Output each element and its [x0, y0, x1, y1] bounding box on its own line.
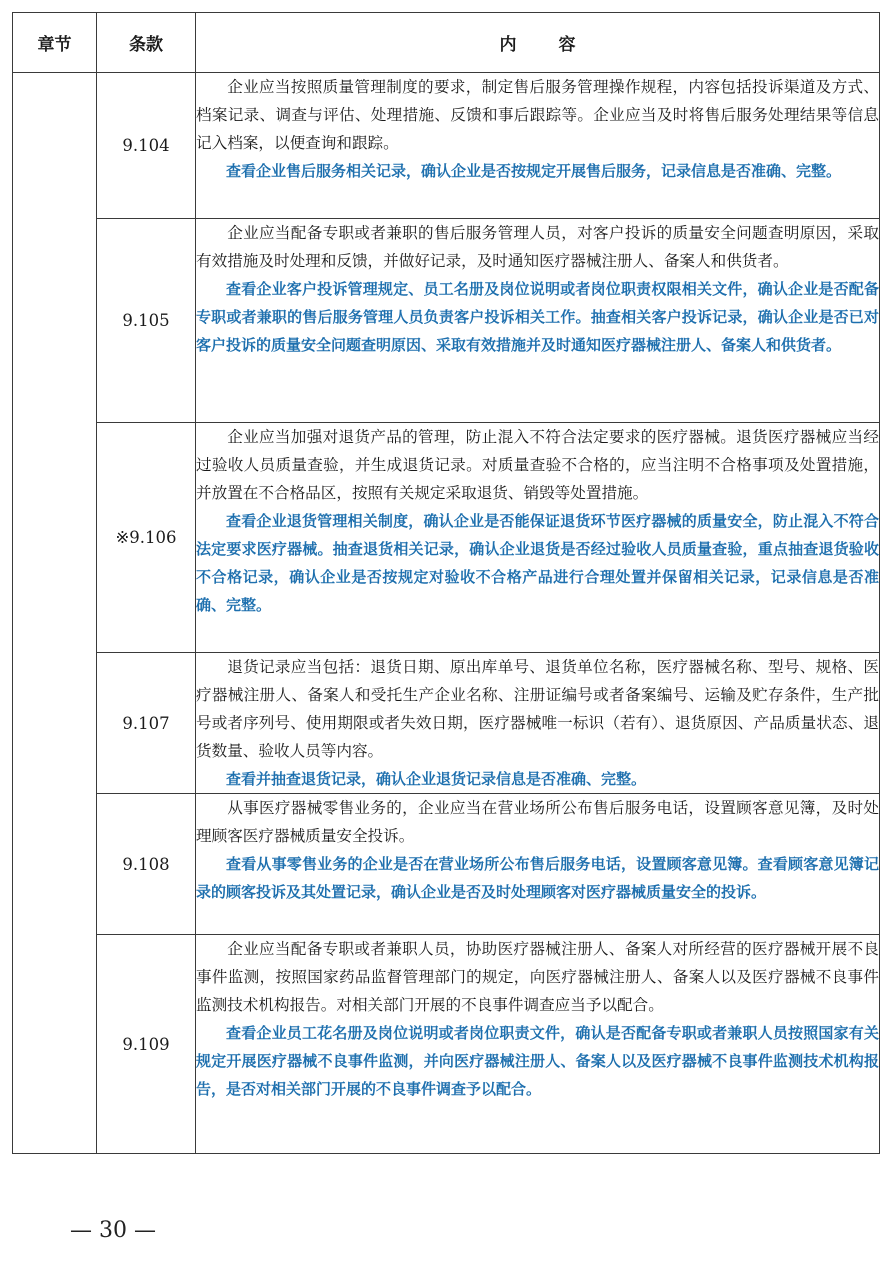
table-row: [13, 935, 880, 1154]
clause-content: [196, 73, 880, 219]
header-content: [196, 13, 880, 73]
inspection-text: 查看企业客户投诉管理规定、员工名册及岗位说明或者岗位职责权限相关文件，确认企业是否配备专职或者兼职的售后服务管理人员负责客户投诉相关工作。抽查相关客户投诉记录，确认企业是否已对客户投诉的质量安全问题查明原因、采取有效措施并及时通知医疗器械注册人、备案人和供货者。: [196, 280, 879, 354]
inspection-text: 查看企业员工花名册及岗位说明或者岗位职责文件，确认是否配备专职或者兼职人员按照国家有关规定开展医疗器械不良事件监测，并向医疗器械注册人、备案人以及医疗器械不良事件监测技术机构报告，是否对相关部门开展的不良事件调查予以配合。: [196, 1024, 879, 1098]
table-row: [13, 653, 880, 794]
regulation-table: [12, 12, 880, 1154]
requirement-text: 企业应当配备专职或者兼职人员，协助医疗器械注册人、备案人对所经营的医疗器械开展不良事件监测，按照国家药品监督管理部门的规定，向医疗器械注册人、备案人以及医疗器械不良事件监测技术机构报告。对相关部门开展的不良事件调查应当予以配合。: [196, 940, 879, 1014]
table-header-row: [13, 13, 880, 73]
clause-code: 9.107: [97, 653, 196, 794]
clause-code: 9.105: [97, 219, 196, 423]
requirement-text: 企业应当按照质量管理制度的要求，制定售后服务管理操作规程，内容包括投诉渠道及方式、档案记录、调查与评估、处理措施、反馈和事后跟踪等。企业应当及时将售后服务处理结果等信息记入档案，以便查询和跟踪。: [196, 78, 879, 152]
clause-content: [196, 794, 880, 935]
header-chapter: 章节: [13, 13, 97, 73]
table-row: [13, 423, 880, 653]
clause-code: 9.109: [97, 935, 196, 1154]
requirement-text: 企业应当配备专职或者兼职的售后服务管理人员，对客户投诉的质量安全问题查明原因，采取有效措施及时处理和反馈，并做好记录，及时通知医疗器械注册人、备案人和供货者。: [196, 224, 879, 270]
clause-content: [196, 423, 880, 653]
clause-content: [196, 653, 880, 794]
inspection-text: 查看企业退货管理相关制度，确认企业是否能保证退货环节医疗器械的质量安全，防止混入不符合法定要求医疗器械。抽查退货相关记录，确认企业退货是否经过验收人员质量查验，重点抽查退货验收不合格记录，确认企业是否按规定对验收不合格产品进行合理处置并保留相关记录，记录信息是否准确、完整。: [196, 512, 879, 614]
inspection-text: 查看企业售后服务相关记录，确认企业是否按规定开展售后服务，记录信息是否准确、完整。: [226, 162, 842, 180]
inspection-text: 查看并抽查退货记录，确认企业退货记录信息是否准确、完整。: [226, 770, 647, 788]
requirement-text: 退货记录应当包括：退货日期、原出库单号、退货单位名称，医疗器械名称、型号、规格、医疗器械注册人、备案人和受托生产企业名称、注册证编号或者备案编号、运输及贮存条件，生产批号或者序列号、使用期限或者失效日期，医疗器械唯一标识（若有）、退货原因、产品质量状态、退货数量、验收人员等内容。: [196, 658, 879, 760]
page-number: — 30 —: [70, 1218, 156, 1243]
header-code: 条款: [97, 13, 196, 73]
clause-content: [196, 219, 880, 423]
clause-code: ※9.106: [97, 423, 196, 653]
requirement-text: 企业应当加强对退货产品的管理，防止混入不符合法定要求的医疗器械。退货医疗器械应当经过验收人员质量查验，并生成退货记录。对质量查验不合格的，应当注明不合格事项及处置措施，并放置在不合格品区，按照有关规定采取退货、销毁等处置措施。: [196, 428, 879, 502]
table-row: [13, 73, 880, 219]
clause-code: 9.108: [97, 794, 196, 935]
header-content-label: 内容: [499, 35, 618, 55]
clause-content: [196, 935, 880, 1154]
table-row: [13, 219, 880, 423]
inspection-text: 查看从事零售业务的企业是否在营业场所公布售后服务电话，设置顾客意见簿。查看顾客意见簿记录的顾客投诉及其处置记录，确认企业是否及时处理顾客对医疗器械质量安全的投诉。: [196, 855, 879, 901]
requirement-text: 从事医疗器械零售业务的，企业应当在营业场所公布售后服务电话，设置顾客意见簿，及时处理顾客医疗器械质量安全投诉。: [196, 799, 879, 845]
clause-code: 9.104: [97, 73, 196, 219]
chapter-cell: [13, 73, 97, 1154]
table-row: [13, 794, 880, 935]
